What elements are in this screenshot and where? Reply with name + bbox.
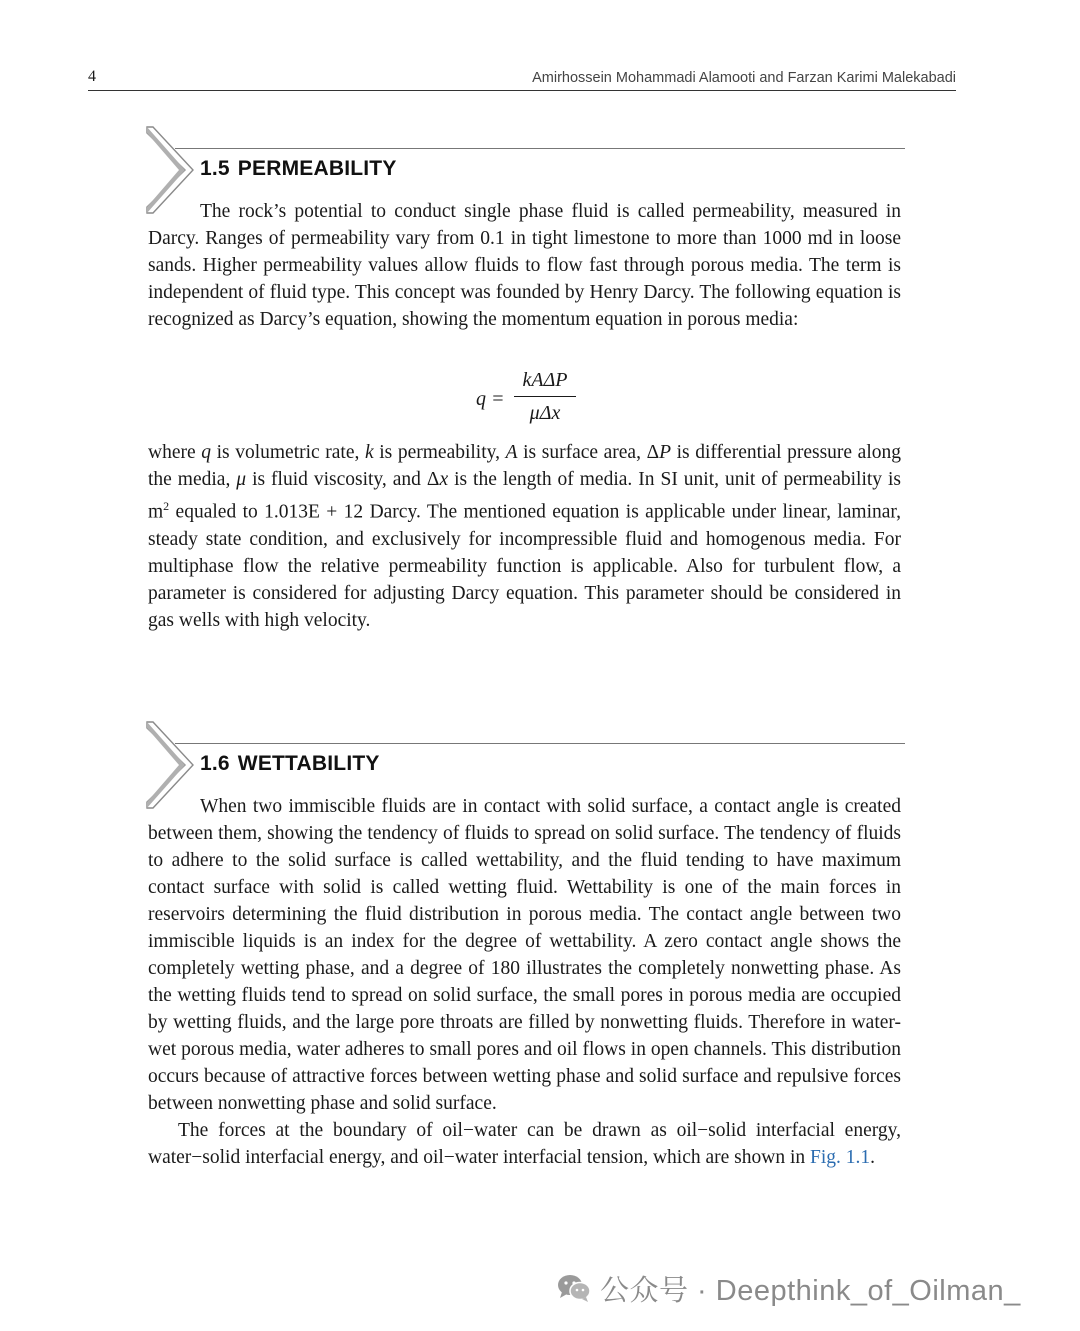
text-run: is volumetric rate, xyxy=(211,442,365,463)
equation-fraction xyxy=(514,366,576,427)
text-run: where xyxy=(148,442,202,463)
variable-p: P xyxy=(659,442,672,463)
section-title: WETTABILITY xyxy=(237,752,380,775)
section-number: 1.6 xyxy=(200,752,230,775)
paragraph: When two immiscible fluids are in contact with solid surface, a contact angle is created between them, showing the tendency of fluids to spread on solid surface. The tendency of fluids to adhere to the solid surface is called wettability, and the fluid tending to have maximum contact surface with solid is called wetting fluid. Wettability is one of the main forces in reservoirs determining the fluid distribution in porous media. The contact angle between two immiscible liquids is an index for the degree of wettability. A zero contact angle shows the completely wetting phase, and a degree of 180 illustrates the completely nonwetting phase. As the wetting fluids tend to spread on solid surface, the small pores in porous media are occupied by wetting fluids, and the large pore throats are filled by nonwetting fluids. Therefore in water-wet porous media, water adheres to small pores and oil flows in open channels. This distribution occurs because of attractive forces between wetting phase and solid surface and repulsive forces between nonwetting phase and solid surface. xyxy=(148,796,901,1114)
superscript: 2 xyxy=(163,499,170,513)
section-rule-permeability xyxy=(175,148,905,149)
text-run: The forces at the boundary of oil−water can be drawn as oil−solid interfacial energy, water−solid interfacial energy, and oil−water interfacial tension, which are shown in xyxy=(148,1120,901,1168)
text-run: is permeability, xyxy=(373,442,506,463)
variable-k: k xyxy=(364,442,374,463)
paragraph xyxy=(148,439,901,634)
page-number: 4 xyxy=(88,68,96,85)
watermark xyxy=(556,1268,1021,1308)
variable-mu: μ xyxy=(236,469,247,490)
fraction-bar xyxy=(514,396,576,397)
equation-denominator: μΔx xyxy=(529,402,561,424)
section-rule-wettability xyxy=(175,743,905,744)
text-run: . xyxy=(870,1147,876,1168)
text-run: is differential pressure along the media, xyxy=(148,442,902,490)
watermark-text: 公众号 · Deepthink_of_Oilman_ xyxy=(600,1274,1021,1307)
wechat-icon xyxy=(556,1272,592,1304)
paragraph: The rock’s potential to conduct single phase fluid is called permeability, measured in Darcy. Ranges of permeability vary from 0.1 in tight limestone to more than 1000 md in loose sands. Higher permeability values allow fluids to flow fast through porous media. The term is independent of fluid type. This concept was founded by Henry Darcy. The following equation is recognized as Darcy’s equation, showing the momentum equation in porous media: xyxy=(148,201,901,330)
equation-lhs: q = xyxy=(476,388,505,410)
permeability-paragraph-1 xyxy=(148,198,901,333)
running-title-authors: Amirhossein Mohammadi Alamooti and Farzan Karimi Malekabadi xyxy=(532,70,956,86)
section-number: 1.5 xyxy=(200,157,230,180)
text-run: is the length of media. In SI unit, unit of permeability is m xyxy=(148,469,902,523)
paragraph xyxy=(148,1117,901,1171)
figure-link[interactable]: Fig. 1.1 xyxy=(810,1147,871,1168)
variable-a: A xyxy=(505,442,518,463)
text-run: is fluid viscosity, and Δ xyxy=(246,469,440,490)
variable-q: q xyxy=(201,442,211,463)
section-title: PERMEABILITY xyxy=(237,157,397,180)
running-head xyxy=(88,68,956,91)
variable-x: x xyxy=(439,469,449,490)
section-heading-wettability xyxy=(200,752,380,776)
section-heading-permeability xyxy=(200,157,397,181)
wettability-body xyxy=(148,793,901,1171)
equation-numerator: kAΔP xyxy=(522,369,568,391)
text-run: is surface area, Δ xyxy=(517,442,660,463)
permeability-paragraph-2 xyxy=(148,439,901,634)
text-run: equaled to 1.013E + 12 Darcy. The mentioned equation is applicable under linear, laminar, steady state condition, and exclusively for incompressible fluid and homogenous media. For multiphase flow the relative permeability function is applicable. Also for turbulent flow, a parameter is considered for adjusting Darcy equation. This parameter should be considered in gas wells with high velocity. xyxy=(148,501,901,631)
